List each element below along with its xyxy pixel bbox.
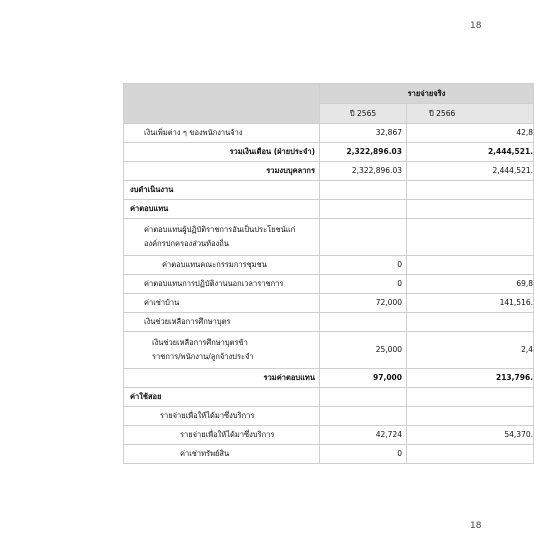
row-label: ค่าใช้สอย — [124, 388, 320, 407]
table-row — [124, 445, 534, 464]
row-label — [124, 332, 320, 369]
row-value-2566 — [407, 200, 534, 219]
row-label: ค่าตอบแทนคณะกรรมการชุมชน — [124, 256, 320, 275]
row-label: งบดำเนินงาน — [124, 181, 320, 200]
header-year-2565: ปี 2565 — [320, 104, 407, 124]
table-row — [124, 407, 534, 426]
page-number-bottom: 18 — [470, 521, 482, 531]
table-row — [124, 388, 534, 407]
table-row — [124, 219, 534, 256]
row-label-line-1: ค่าตอบแทนผู้ปฏิบัติราชการอันเป็นประโยชน์แก่ — [144, 225, 296, 234]
row-value-2565: 0 — [320, 256, 407, 275]
row-value-2565: 0 — [320, 445, 407, 464]
page-number-top: 18 — [470, 21, 482, 31]
expense-table — [123, 83, 534, 464]
row-label: รายจ่ายเพื่อให้ได้มาซึ่งบริการ — [124, 407, 320, 426]
row-label-line-1: เงินช่วยเหลือการศึกษาบุตรข้า — [152, 338, 248, 347]
table-row — [124, 275, 534, 294]
table-row — [124, 294, 534, 313]
row-value-2565: 0 — [320, 275, 407, 294]
table-row — [124, 426, 534, 445]
row-value-2566: 141,516. — [407, 294, 534, 313]
row-value-2566 — [407, 181, 534, 200]
row-value-2566: 42,8 — [407, 124, 534, 143]
row-value-2566 — [407, 388, 534, 407]
row-value-2566: 2,444,521. — [407, 143, 534, 162]
row-value-2565 — [320, 388, 407, 407]
row-label: รวมค่าตอบแทน — [124, 369, 320, 388]
row-value-2566 — [407, 219, 534, 256]
row-value-2566: 213,796. — [407, 369, 534, 388]
row-value-2565 — [320, 200, 407, 219]
row-value-2566: 54,370. — [407, 426, 534, 445]
row-label-line-2: องค์กรปกครองส่วนท้องถิ่น — [144, 239, 229, 248]
row-label: ค่าตอบแทนการปฏิบัติงานนอกเวลาราชการ — [124, 275, 320, 294]
row-label: เงินเพิ่มต่าง ๆ ของพนักงานจ้าง — [124, 124, 320, 143]
header-blank-cell — [124, 84, 320, 124]
table-row — [124, 369, 534, 388]
table-row — [124, 313, 534, 332]
row-value-2565: 2,322,896.03 — [320, 143, 407, 162]
row-value-2566 — [407, 407, 534, 426]
row-label — [124, 219, 320, 256]
table-row — [124, 256, 534, 275]
table-row — [124, 162, 534, 181]
row-value-2566 — [407, 313, 534, 332]
row-value-2565 — [320, 407, 407, 426]
row-label: ค่าเช่าบ้าน — [124, 294, 320, 313]
row-value-2566: 69,8 — [407, 275, 534, 294]
row-value-2565 — [320, 313, 407, 332]
row-value-2566: 2,4 — [407, 332, 534, 369]
table-row — [124, 200, 534, 219]
table-row — [124, 332, 534, 369]
row-value-2565 — [320, 181, 407, 200]
table-row — [124, 124, 534, 143]
row-value-2566: 2,444,521. — [407, 162, 534, 181]
row-label: รวมงบบุคลากร — [124, 162, 320, 181]
row-label: เงินช่วยเหลือการศึกษาบุตร — [124, 313, 320, 332]
row-value-2565: 97,000 — [320, 369, 407, 388]
row-label-line-2: ราชการ/พนักงาน/ลูกจ้างประจำ — [152, 352, 254, 361]
row-value-2565: 25,000 — [320, 332, 407, 369]
row-label: ค่าเช่าทรัพย์สิน — [124, 445, 320, 464]
row-label: ค่าตอบแทน — [124, 200, 320, 219]
row-value-2565: 72,000 — [320, 294, 407, 313]
table-row — [124, 143, 534, 162]
header-actual-expense: รายจ่ายจริง — [320, 84, 534, 104]
row-value-2565: 32,867 — [320, 124, 407, 143]
table-row — [124, 181, 534, 200]
row-value-2565: 42,724 — [320, 426, 407, 445]
row-value-2566 — [407, 445, 534, 464]
row-value-2565: 2,322,896.03 — [320, 162, 407, 181]
expense-table-container — [123, 83, 534, 464]
header-year-2566: ปี 2566 — [407, 104, 534, 124]
row-label: รวมเงินเดือน (ฝ่ายประจำ) — [124, 143, 320, 162]
row-value-2565 — [320, 219, 407, 256]
row-value-2566 — [407, 256, 534, 275]
row-label: รายจ่ายเพื่อให้ได้มาซึ่งบริการ — [124, 426, 320, 445]
